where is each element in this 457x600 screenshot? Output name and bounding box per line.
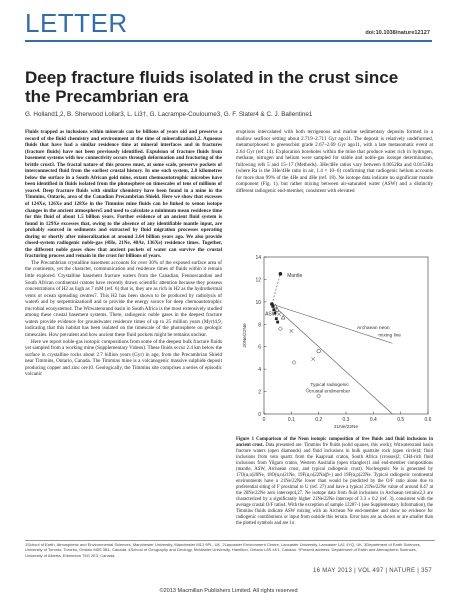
asw-label: ASW — [265, 311, 277, 318]
y-tick-label: 2 — [258, 389, 261, 396]
yilgarn-data-point — [281, 316, 285, 320]
copyright-notice: ©2013 Macmillan Publishers Limited. All rights reserved — [159, 588, 298, 594]
kaapvaal-data-point — [277, 312, 281, 316]
author-list: G. Holland1,2, B. Sherwood Lollar3, L. Li3†, G. Lacrampe-Couloume3, G. F. Slater4 & C. J. Ballentine1 — [25, 111, 313, 118]
y-tick-label: 0 — [258, 412, 261, 418]
caption-body: Data presented are: Timmins fre fluids (solid squares, this work); Witwatersrand basin fracture waters (open diamonds) and fluid inclusions in bulk quartzite rock (open circle)4; fluid inclusions from vein quartz from the Kaapvaal craton, South Africa (crosses)2; CH4-rich fluid inclusions from Yilgarn craton, Western Australia (open triangles)1 and end-member compositions (mantle, ASW, Archaean crust, and typical radiogenic crust). Nucleogenic Ne is generated by 17O(α,n)20Ne, 18O(α,n)21Ne, 19F(α,n)22Na(β+) and 19F(α,p)22Ne. Typical radiogenic continental environments have a 21Ne/22Ne lower than would be predicted by the O/F ratio alone due to preferential siting of F proximal to U (ref. 27) and have a typical 21Ne/22Ne value of around 0.47 at the 20Ne/22Ne zero intercept4,27. Ne isotope data from fluid inclusions in Archaean terrains2,3 are characterized by a significantly higher 21Ne/22Ne intercept of 3.3 ± 0.2 (ref. 3), consistent with the average crustal O/F ratio4. With the exception of sample 12287-1 (see Supplementary Information), the Timmins fluids indicate ASW mixing with an Archean Ne end-member and show no evidence for radiogenic contributions or input from outside this terrain. Error bars are as shown or are smaller than the plotted symbols and are 1σ. — [236, 443, 433, 526]
y-tick-label: 12 — [255, 277, 261, 284]
mantle-label: Mantle — [287, 273, 303, 280]
x-tick-label: 0 — [262, 417, 266, 423]
affiliations-footnote: 1School of Earth, Atmospheric and Environmental Sciences, Manchester University, Manchester M13 9PL, UK. 2Lancaster Environment Centre, Lancaster University, Lancaster LA1 4YQ, UK. 3Department of Earth Sciences, University of Toronto, Toronto, Ontario M5S 3B1, Canada. 4School of Geography and Geology, McMaster University, Hamilton, Ontario L8S 4K1, Canada. †Present address: Department of Earth and Atmospheric Sciences, University of Alberta, Edmonton T6G 2E3, Canada. — [25, 542, 421, 558]
y-axis-label: 20Ne/22Ne — [243, 323, 248, 348]
y-tick-label: 14 — [255, 255, 261, 261]
archaean-line-label: mixing line — [378, 333, 402, 339]
radiogenic-endmember-label: crustal endmember — [309, 389, 351, 395]
caption-title: Comparison of the Neon isotopic composition of free fluids and fluid inclusions in ancient crust. — [236, 437, 433, 448]
body-column-right — [236, 129, 433, 194]
x-tick-label: 0.4 — [369, 417, 377, 423]
doi-label[interactable]: doi:10.1038/nature12127 — [365, 30, 430, 36]
body-paragraph: Here we report noble-gas isotopic compositions from some of the deepest bulk fracture fluids yet sampled from a working mine (Supplementary Videos). These fluids occur 2.4 km below the surface in crystalline rocks about 2.7 billion years (Gyr) in age, from the Precambrian Shield near Timmins, Ontario, Canada. The Timmins mine is a volcanogenic massive sulphide deposit producing copper and zinc ore10. Geologically, the Timmins site comprises a series of episodic volcanic — [25, 338, 222, 378]
x-axis-label: 21Ne/22Ne — [333, 425, 359, 429]
mantle-mixing-line — [272, 274, 280, 304]
article-title: Deep fracture fluids isolated in the crust since the Precambrian era — [25, 68, 399, 106]
radiogenic-mixing-line — [272, 304, 393, 414]
y-tick-label: 4 — [258, 367, 261, 374]
y-tick-label: 6 — [258, 344, 261, 351]
body-paragraph: eruptions intercalated with both terrigenous and marine sedimentary deposits formed in a shallow seafloor setting about 2.719–2.711 Gyr ago11. The deposit is relatively undeformed, metamorphosed to greenschist grade 2.67–2.69 Gyr ago11, with a late metasomatic event at 2.64 Gyr (ref. 14). Exploration boreholes within the mine that produce water rich in hydrogen, methane, nitrogen and helium were sampled for stable and noble-gas isotope determination, following refs 5 and 15–17 (Methods). 3He/4He ratios vary between 0.0052Ra and 0.0153Ra (where Ra is the 3He/4He ratio in air, 1.4 × 10−6) confirming that radiogenic helium accounts for more than 99% of the 4He and 4He (ref. 18). Ne isotope data indicate no significant mantle component (Fig. 1), but rather mixing between air-saturated water (ASW) and a distinctly different radiogenic end-member, consistent with elevated — [236, 129, 433, 194]
archaean-line-label: Archaean neon — [357, 325, 390, 331]
body-paragraph: The Precambrian crystalline basement accounts for over 30% of the exposed surface area of the continents, yet the character, communication and residence times of fluids within it remain little explored. Crystalline basement fracture waters from the Canadian, Fennoscandian and South African continental cratons have recently drawn scientific attention because they possess concentrations of H2 as high as 7 mM (ref. 6) that is, they are as rich in H2 as the hydrothermal vents or ocean spreading centres7. This H2 has been shown to be produced by radiolysis of water6 and by serpentinization8 and to provide the energy source for deep chemoautotrophic microbial ecosystems4. The Witwatersrand basin in South Africa is the most extensively studied among these crustal basement systems. There, radiogenic noble gases in the deepest fracture waters provide evidence for groundwater residence times of up to 25 million years (Myr)4,9, indicating that this habitat has been isolated on the timescale of the photosphere on geologic timescales. How prevalent and how ancient these fluid pockets might be remains unclear. — [25, 259, 222, 338]
witwatersrand-data-point — [292, 360, 296, 364]
footnote-rule — [25, 540, 435, 541]
radiogenic-endmember-label: Typical radiogenic — [310, 382, 349, 388]
y-tick-label: 10 — [255, 299, 261, 306]
quartzite-inclusion-point — [317, 349, 321, 353]
witwatersrand-data-point — [278, 327, 282, 331]
x-tick-label: 0.5 — [397, 417, 405, 423]
timmins-data-point — [275, 317, 278, 320]
caption-label: Figure 1 — [236, 437, 254, 442]
abstract-paragraph: Fluids trapped as inclusions within minerals can be billions of years old and preserve a record of the fluid chemistry and environment at the time of mineralization1,2. Aqueous fluids that have had a similar residence time at mineral interfaces and in fractures (fracture fluids) have not been previously identified. Expulsion of fracture fluids from basement systems with low connectivity occurs through deformation and fracturing of the brittle crust3. The fractal nature of this process must, at some scale, preserve pockets of interconnected fluid from the earliest crustal history. In one such system, 2.8 kilometres below the surface in a South African gold mine, extant chemoautotrophic microbes have been identified in fluids isolated from the photosphere on timescales of tens of millions of years4. Deep fracture fluids with similar chemistry have been found in a mine in the Timmins, Ontario, area of the Canadian Precambrian Shield. Here we show that excesses of 124Xe, 126Xe and 128Xe in the Timmins mine fluids can be linked to xenon isotope changes in the ancient atmosphere5 and used to calculate a minimum mean residence time for this fluid of about 1.5 billion years. Further evidence of an ancient fluid system is found in 129Xe excesses that, owing to the absence of any identifiable mantle input, are probably sourced in sediments and extracted by fluid migration processes operating during or shortly after mineralization at around 2.64 billion years ago. We also provide closed-system radiogenic noble-gas (4He, 21Ne, 40Ar, 136Xe) residence times. Together, the different noble gases show that ancient pockets of water can survive the crustal fracturing process and remain in the crust for billions of years. — [25, 129, 222, 260]
timmins-data-point — [276, 321, 279, 324]
chart-axes — [242, 255, 432, 429]
y-tick-label: 8 — [258, 322, 261, 329]
figure-caption — [236, 437, 433, 527]
figure-1-chart — [236, 249, 434, 429]
x-tick-label: 0.3 — [342, 417, 350, 423]
kaapvaal-data-point — [290, 329, 294, 333]
chart-labels — [265, 273, 401, 395]
x-tick-label: 0.1 — [287, 417, 295, 423]
page-footer-info: 16 MAY 2013 | VOL 497 | NATURE | 357 — [313, 568, 432, 574]
journal-section-title: LETTER — [25, 8, 128, 38]
x-tick-label: 0.2 — [315, 417, 323, 423]
x-tick-label: 0.6 — [424, 417, 432, 423]
mantle-endmember-point — [279, 272, 283, 276]
chart-points — [270, 272, 321, 398]
kaapvaal-data-point — [311, 357, 315, 361]
body-column-left — [25, 129, 222, 378]
archaean-mixing-line — [272, 304, 393, 343]
header-rule — [25, 40, 432, 42]
